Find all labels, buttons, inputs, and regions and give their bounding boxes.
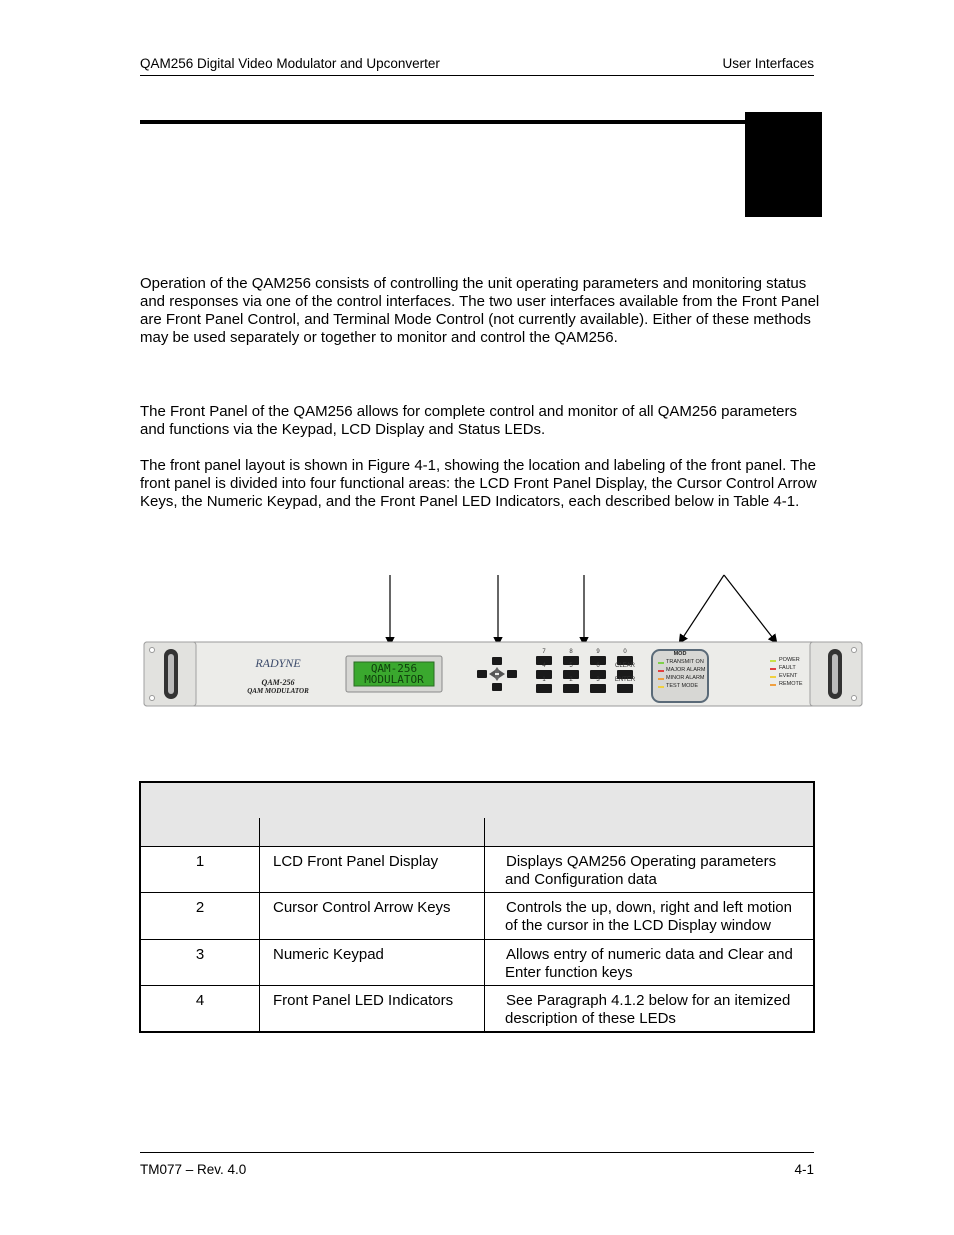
front-panel-figure bbox=[140, 570, 866, 715]
intro-paragraph bbox=[140, 275, 820, 365]
header-rule bbox=[140, 75, 814, 76]
key-0-label[interactable]: 0 bbox=[623, 649, 627, 655]
row-4-desc-2: description of these LEDs bbox=[505, 1010, 676, 1027]
key-5-label[interactable]: 5 bbox=[569, 663, 573, 669]
row-3-name: Numeric Keypad bbox=[273, 946, 384, 963]
footer-rule bbox=[140, 1152, 814, 1153]
arrow-up-key[interactable] bbox=[492, 657, 502, 665]
lcd-line-1: QAM-256 bbox=[370, 662, 418, 675]
row-1-desc-1: Displays QAM256 Operating parameters bbox=[506, 853, 777, 870]
key-enter-label[interactable]: ENTER bbox=[614, 677, 636, 683]
key-9-label[interactable]: 9 bbox=[596, 649, 600, 655]
key-8-label[interactable]: 8 bbox=[569, 649, 573, 655]
led-test-mode: TEST MODE bbox=[666, 683, 698, 689]
arrow-led-left bbox=[680, 575, 724, 642]
key-7-label[interactable]: 7 bbox=[542, 649, 546, 655]
arrow-left-key[interactable] bbox=[477, 670, 487, 678]
key-clear-label[interactable]: CLEAR bbox=[614, 663, 635, 669]
row-divider-3 bbox=[141, 985, 813, 986]
mod-title: MOD bbox=[673, 651, 687, 657]
lcd-line-2: MODULATOR bbox=[364, 673, 424, 686]
row-3-desc-1: Allows entry of numeric data and Clear and bbox=[506, 946, 793, 963]
row-4-desc-1: See Paragraph 4.1.2 below for an itemized bbox=[506, 992, 791, 1009]
running-header-title: QAM256 Digital Video Modulator and Upconverter bbox=[140, 56, 440, 71]
row-1-desc-2: and Configuration data bbox=[505, 871, 657, 888]
model-name: QAM-256 bbox=[261, 678, 295, 687]
table-header-row bbox=[141, 818, 813, 847]
power-led bbox=[770, 660, 776, 662]
row-4-number: 4 bbox=[195, 992, 205, 1009]
row-2-desc-1: Controls the up, down, right and left motion bbox=[506, 899, 792, 916]
row-1-number: 1 bbox=[195, 853, 205, 870]
fault-led bbox=[770, 668, 776, 670]
label-event: EVENT bbox=[779, 673, 798, 679]
event-led bbox=[770, 676, 776, 678]
front-panel-section bbox=[140, 403, 820, 529]
chapter-rule bbox=[140, 120, 746, 124]
row-divider-1 bbox=[141, 892, 813, 893]
row-divider-2 bbox=[141, 939, 813, 940]
key-3-label[interactable]: 3 bbox=[596, 677, 600, 683]
label-remote: REMOTE bbox=[779, 681, 803, 687]
paragraph-layout: The front panel layout is shown in Figure 4-1, showing the location and labeling of the front panel. The front panel is divided into four functional areas: the LCD Front Panel Display, the Cursor Control Arrow Keys, the Numeric Keypad, and the Front Panel LED Indicators, each described below in Table 4-1. bbox=[140, 457, 817, 510]
arrow-led-right bbox=[724, 575, 776, 642]
lcd-text bbox=[354, 663, 434, 685]
brand-logo: RADYNE bbox=[255, 656, 301, 670]
footer-page-number: 4-1 bbox=[794, 1162, 814, 1177]
col-divider-2 bbox=[484, 818, 485, 1031]
key-2-label[interactable]: 2 bbox=[569, 677, 573, 683]
model-subtitle: QAM MODULATOR bbox=[247, 687, 309, 695]
row-3-number: 3 bbox=[195, 946, 205, 963]
row-4-name: Front Panel LED Indicators bbox=[273, 992, 454, 1009]
row-1-name: LCD Front Panel Display bbox=[273, 853, 439, 870]
col-divider-1 bbox=[259, 818, 260, 1031]
arrow-right-key[interactable] bbox=[507, 670, 517, 678]
row-2-desc-2: of the cursor in the LCD Display window bbox=[505, 917, 771, 934]
paragraph-front-panel: The Front Panel of the QAM256 allows for complete control and monitor of all QAM256 parameters and functions via the Keypad, LCD Display and Status LEDs. bbox=[140, 403, 797, 438]
table-title-row bbox=[141, 783, 813, 819]
running-header-section: User Interfaces bbox=[722, 56, 814, 71]
chapter-tab bbox=[745, 112, 822, 217]
label-power: POWER bbox=[779, 657, 800, 663]
label-fault: FAULT bbox=[779, 665, 796, 671]
row-2-name: Cursor Control Arrow Keys bbox=[273, 899, 451, 916]
key-6-label[interactable]: 6 bbox=[596, 663, 600, 669]
led-transmit-on: TRANSMIT ON bbox=[666, 659, 704, 665]
footer-doc-revision: TM077 – Rev. 4.0 bbox=[140, 1162, 247, 1177]
remote-led bbox=[770, 684, 776, 686]
functional-areas-table bbox=[139, 781, 815, 1033]
key-1-label[interactable]: 1 bbox=[542, 677, 546, 683]
paragraph-operation: Operation of the QAM256 consists of controlling the unit operating parameters and monitoring status and responses via one of the control interfaces. The two user interfaces available from the Front Panel are Front Panel Control, and Terminal Mode Control (not currently available). Either of these methods may be used separately or together to monitor and control the QAM256. bbox=[140, 275, 820, 346]
led-major-alarm: MAJOR ALARM bbox=[666, 667, 706, 673]
row-3-desc-2: Enter function keys bbox=[505, 964, 633, 981]
led-minor-alarm: MINOR ALARM bbox=[666, 675, 705, 681]
arrow-down-key[interactable] bbox=[492, 683, 502, 691]
row-2-number: 2 bbox=[195, 899, 205, 916]
key-4-label[interactable]: 4 bbox=[542, 663, 546, 669]
